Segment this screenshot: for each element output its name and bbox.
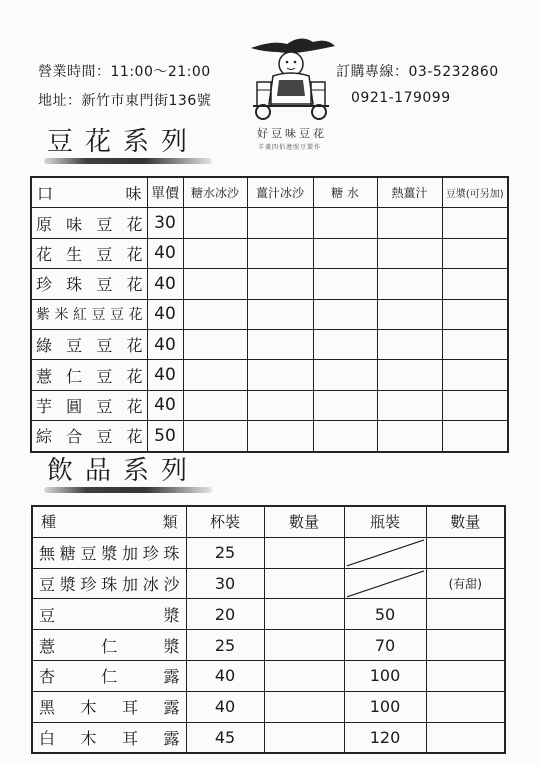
cup-qty-cell[interactable] [264,691,344,722]
order-cell[interactable] [442,208,508,238]
cup-qty-cell[interactable] [264,537,344,568]
column-header-type-a: 種 [41,513,57,532]
tofu-pudding-table [30,176,509,453]
bottle-qty-cell[interactable] [426,599,505,630]
cup-price: 25 [186,537,264,568]
column-header-syrup-ice: 糖水冰沙 [183,177,247,208]
column-header-price: 單價 [147,177,183,208]
title-underline-brush [44,158,212,164]
item-name: 薏仁豆花 [31,360,147,390]
bottle-na-cell [344,568,426,599]
item-price: 30 [147,208,183,238]
order-cell[interactable] [183,238,247,268]
table-row [31,360,508,390]
item-price: 50 [147,421,183,452]
bottle-qty-cell[interactable] [426,691,505,722]
order-cell[interactable] [442,421,508,452]
mobile-phone: 0921-179099 [351,90,451,106]
table-row [31,269,508,299]
item-name: 綠豆豆花 [31,329,147,359]
order-phone: 訂購專線：03-5232860 [336,64,499,80]
item-price: 40 [147,390,183,420]
bottle-price: 50 [344,599,426,630]
column-header-soy-milk: 豆漿(可另加) [442,177,508,208]
order-cell[interactable] [377,390,442,420]
item-name: 無糖豆漿加珍珠 [32,537,186,568]
order-cell[interactable] [313,299,377,329]
order-cell[interactable] [442,390,508,420]
section-title-drinks: 飲品系列 [47,456,200,486]
order-cell[interactable] [377,421,442,452]
cup-qty-cell[interactable] [264,722,344,753]
order-cell[interactable] [377,269,442,299]
cup-price: 25 [186,630,264,661]
order-cell[interactable] [442,329,508,359]
item-name: 薏仁漿 [32,630,186,661]
order-cell[interactable] [183,421,247,452]
table-row [31,421,508,452]
mascot-drawing-icon [243,30,339,122]
order-cell[interactable] [247,360,313,390]
order-cell[interactable] [313,329,377,359]
bottle-price: 100 [344,691,426,722]
order-cell[interactable] [442,269,508,299]
order-cell[interactable] [247,299,313,329]
cup-qty-cell[interactable] [264,630,344,661]
table-row [32,722,505,753]
item-name: 黑木耳露 [32,691,186,722]
order-cell[interactable] [442,360,508,390]
order-cell[interactable] [377,238,442,268]
order-cell[interactable] [183,390,247,420]
order-cell[interactable] [183,208,247,238]
item-name: 白木耳露 [32,722,186,753]
order-cell[interactable] [183,329,247,359]
bottle-price: 70 [344,630,426,661]
column-header-cup-qty: 數量 [264,506,344,537]
strike-line-icon [345,569,426,599]
cup-qty-cell[interactable] [264,660,344,691]
cup-price: 20 [186,599,264,630]
item-price: 40 [147,238,183,268]
table-row [32,691,505,722]
column-header-cup: 杯裝 [186,506,264,537]
order-cell[interactable] [313,238,377,268]
column-header-flavor [31,177,147,208]
bottle-qty-cell[interactable] [426,630,505,661]
item-name: 芋圓豆花 [31,390,147,420]
column-header-syrup: 糖 水 [313,177,377,208]
table-row [32,660,505,691]
item-name: 杏仁露 [32,660,186,691]
table-row [31,390,508,420]
column-header-bottle: 瓶裝 [344,506,426,537]
cup-price: 45 [186,722,264,753]
sweetened-note: (有甜) [426,568,505,599]
column-header-type-b: 類 [162,513,178,532]
strike-line-icon [345,538,426,568]
cup-price: 40 [186,691,264,722]
bottle-qty-cell[interactable] [426,722,505,753]
order-cell[interactable] [313,360,377,390]
column-header-flavor-b: 味 [125,184,142,204]
bottle-qty-cell[interactable] [426,537,505,568]
order-cell[interactable] [442,299,508,329]
bottle-qty-cell[interactable] [426,660,505,691]
order-cell[interactable] [377,329,442,359]
order-cell[interactable] [442,238,508,268]
cup-qty-cell[interactable] [264,568,344,599]
item-price: 40 [147,360,183,390]
cup-price: 30 [186,568,264,599]
order-cell[interactable] [183,299,247,329]
order-cell[interactable] [313,208,377,238]
bottle-price: 100 [344,660,426,691]
item-price: 40 [147,329,183,359]
order-cell[interactable] [247,238,313,268]
table-row [31,208,508,238]
column-header-type [32,506,186,537]
bottle-price: 120 [344,722,426,753]
order-cell[interactable] [247,421,313,452]
section-title-tofu-pudding: 豆花系列 [47,127,200,157]
cup-qty-cell[interactable] [264,599,344,630]
business-hours: 營業時間：11:00～21:00 [38,64,211,80]
order-cell[interactable] [377,208,442,238]
table-header-row [31,177,508,208]
cup-price: 40 [186,660,264,691]
item-price: 40 [147,299,183,329]
item-price: 40 [147,269,183,299]
order-cell[interactable] [247,390,313,420]
order-cell[interactable] [247,269,313,299]
order-cell[interactable] [377,299,442,329]
bottle-na-cell [344,537,426,568]
item-name: 豆漿 [32,599,186,630]
order-cell[interactable] [313,269,377,299]
shop-logo [243,30,339,122]
item-name: 紫米紅豆豆花 [31,299,147,329]
table-header-row [32,506,505,537]
table-row [32,630,505,661]
order-cell[interactable] [247,329,313,359]
item-name: 原味豆花 [31,208,147,238]
item-name: 花生豆花 [31,238,147,268]
item-name: 珍珠豆花 [31,269,147,299]
column-header-flavor-a: 口 [37,184,54,204]
table-row [32,568,505,599]
address: 地址：新竹市東門街136號 [38,93,212,109]
item-name: 綜合豆花 [31,421,147,452]
column-header-ginger-ice: 薑汁冰沙 [247,177,313,208]
table-row [32,599,505,630]
item-name: 豆漿珍珠加冰沙 [32,568,186,599]
order-cell[interactable] [377,360,442,390]
order-cell[interactable] [247,208,313,238]
order-cell[interactable] [183,269,247,299]
table-row [31,329,508,359]
table-row [31,299,508,329]
order-cell[interactable] [313,421,377,452]
column-header-hot-ginger: 熱薑汁 [377,177,442,208]
table-row [32,537,505,568]
logo-name: 好豆味豆花 [257,127,327,140]
logo-subtitle: 羊羹四伯遵照豆製作 [258,144,322,151]
order-cell[interactable] [313,390,377,420]
table-row [31,238,508,268]
order-cell[interactable] [183,360,247,390]
drinks-table [31,505,506,754]
column-header-bottle-qty: 數量 [426,506,505,537]
title-underline-brush [44,487,212,493]
